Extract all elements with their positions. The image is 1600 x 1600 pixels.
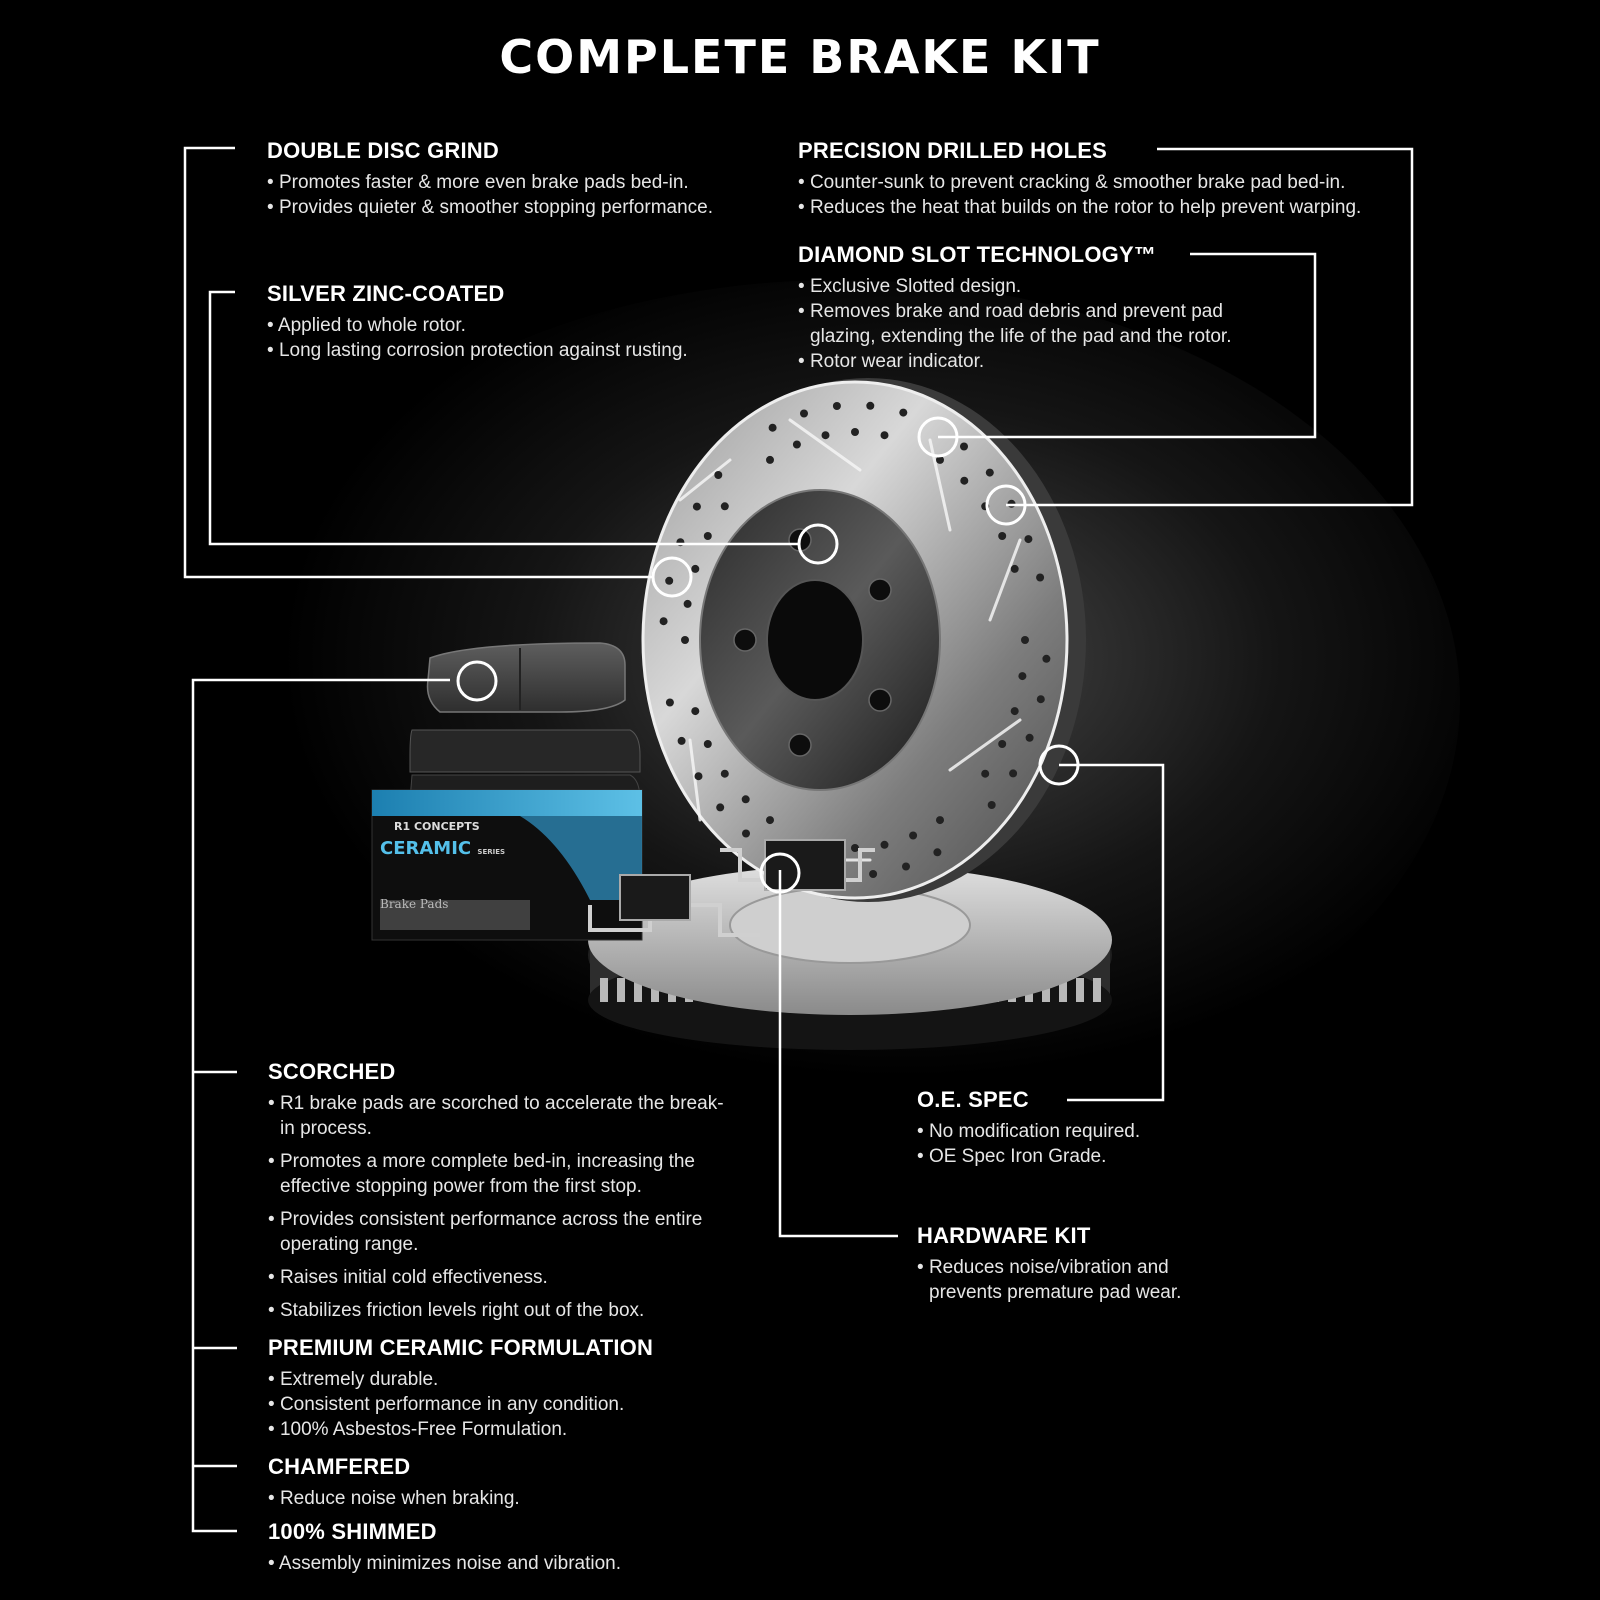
feature-heading: O.E. SPEC — [917, 1087, 1029, 1112]
feature-bullet: • Consistent performance in any condition. — [268, 1392, 653, 1417]
feature-oe-spec — [917, 1087, 1140, 1169]
drill-hole — [851, 428, 859, 436]
feature-bullet: • Applied to whole rotor. — [267, 313, 688, 338]
drill-hole — [665, 577, 673, 585]
feature-heading: PREMIUM CERAMIC FORMULATION — [268, 1335, 654, 1360]
rotor-vent — [1076, 978, 1084, 1002]
feature-bullet: • Rotor wear indicator. — [798, 349, 1268, 374]
drill-hole — [1018, 672, 1026, 680]
feature-heading: HARDWARE KIT — [917, 1223, 1091, 1248]
drill-hole — [793, 441, 801, 449]
feature-bullet: • Stabilizes friction levels right out of the box. — [268, 1298, 728, 1323]
feature-bullet: • Assembly minimizes noise and vibration. — [268, 1551, 621, 1576]
drill-hole — [981, 770, 989, 778]
feature-bullet: • Extremely durable. — [268, 1367, 653, 1392]
drill-hole — [1036, 574, 1044, 582]
feature-diamond-slot — [798, 242, 1268, 374]
box-series — [380, 838, 505, 859]
rotor-vent — [617, 978, 625, 1002]
feature-bullet: • Exclusive Slotted design. — [798, 274, 1268, 299]
feature-heading: PRECISION DRILLED HOLES — [798, 138, 1107, 163]
feature-hardware-kit — [917, 1223, 1217, 1305]
feature-bullet: • Counter-sunk to prevent cracking & smoother brake pad bed-in. — [798, 170, 1361, 195]
feature-heading: CHAMFERED — [268, 1454, 411, 1479]
upright-rotor — [643, 378, 1086, 902]
drill-hole — [766, 816, 774, 824]
drill-hole — [899, 409, 907, 417]
drill-hole — [1009, 769, 1017, 777]
feature-heading: DOUBLE DISC GRIND — [267, 138, 499, 163]
drill-hole — [695, 772, 703, 780]
feature-bullet: • OE Spec Iron Grade. — [917, 1144, 1140, 1169]
drill-hole — [742, 830, 750, 838]
feature-bullet: • No modification required. — [917, 1119, 1140, 1144]
box-series-suffix: SERIES — [477, 848, 506, 856]
drill-hole — [998, 532, 1006, 540]
pad-box — [372, 790, 642, 940]
rotor-vent — [600, 978, 608, 1002]
drill-hole — [933, 848, 941, 856]
drill-hole — [869, 870, 877, 878]
box-series-name: CERAMIC — [380, 838, 472, 859]
drill-hole — [1011, 707, 1019, 715]
feature-scorched — [268, 1059, 728, 1323]
feature-heading: SILVER ZINC-COATED — [267, 281, 505, 306]
feature-bullet: • Removes brake and road debris and prevent pad glazing, extending the life of the pad and the rotor. — [798, 299, 1268, 349]
drill-hole — [681, 636, 689, 644]
drill-hole — [766, 456, 774, 464]
drill-hole — [1026, 734, 1034, 742]
drill-hole — [936, 816, 944, 824]
drill-hole — [1024, 535, 1032, 543]
feature-silver-zinc — [267, 281, 688, 363]
drill-hole — [678, 737, 686, 745]
drill-hole — [691, 565, 699, 573]
drill-hole — [800, 410, 808, 418]
drill-hole — [866, 402, 874, 410]
drill-hole — [716, 803, 724, 811]
rotor-vent — [1093, 978, 1101, 1002]
feature-bullet: • Reduce noise when braking. — [268, 1486, 520, 1511]
drill-hole — [902, 863, 910, 871]
drill-hole — [742, 795, 750, 803]
drill-hole — [704, 740, 712, 748]
feature-heading: 100% SHIMMED — [268, 1519, 437, 1544]
drill-hole — [684, 600, 692, 608]
drill-hole — [960, 443, 968, 451]
drill-hole — [881, 431, 889, 439]
drill-hole — [998, 740, 1006, 748]
drill-hole — [691, 707, 699, 715]
feature-precision-drilled — [798, 138, 1361, 220]
feature-bullet: • Promotes faster & more even brake pads bed-in. — [267, 170, 713, 195]
drill-hole — [1021, 636, 1029, 644]
feature-bullet: • Reduces noise/vibration and prevents premature pad wear. — [917, 1255, 1217, 1305]
drill-hole — [833, 402, 841, 410]
feature-premium-ceramic — [268, 1335, 653, 1442]
drill-hole — [960, 477, 968, 485]
feature-shimmed — [268, 1519, 621, 1576]
drill-hole — [666, 699, 674, 707]
drill-hole — [1011, 565, 1019, 573]
feature-chamfered — [268, 1454, 520, 1511]
feature-bullet: • Raises initial cold effectiveness. — [268, 1265, 728, 1290]
feature-heading: SCORCHED — [268, 1059, 396, 1084]
page-title: COMPLETE BRAKE KIT — [499, 30, 1101, 84]
feature-bullet: • Promotes a more complete bed-in, increasing the effective stopping power from the first stop. — [268, 1149, 728, 1199]
feature-bullet: • 100% Asbestos-Free Formulation. — [268, 1417, 653, 1442]
drill-hole — [988, 801, 996, 809]
feature-bullet: • Provides consistent performance across the entire operating range. — [268, 1207, 728, 1257]
drill-hole — [660, 617, 668, 625]
feature-bullet: • Provides quieter & smoother stopping performance. — [267, 195, 713, 220]
drill-hole — [851, 844, 859, 852]
drill-hole — [909, 832, 917, 840]
drill-hole — [693, 503, 701, 511]
feature-bullet: • Long lasting corrosion protection against rusting. — [267, 338, 688, 363]
feature-bullet: • R1 brake pads are scorched to accelerate the break-in process. — [268, 1091, 728, 1141]
box-brand: R1 CONCEPTS — [394, 820, 480, 833]
feature-heading: DIAMOND SLOT TECHNOLOGY™ — [798, 242, 1157, 267]
drill-hole — [822, 431, 830, 439]
feature-bullet: • Reduces the heat that builds on the rotor to help prevent warping. — [798, 195, 1361, 220]
drill-hole — [1042, 655, 1050, 663]
feature-double-disc-grind — [267, 138, 713, 220]
drill-hole — [769, 424, 777, 432]
drill-hole — [881, 841, 889, 849]
drill-hole — [1037, 695, 1045, 703]
box-product: Brake Pads — [380, 897, 449, 911]
drill-hole — [721, 770, 729, 778]
drill-hole — [986, 469, 994, 477]
drill-hole — [704, 532, 712, 540]
drill-hole — [714, 471, 722, 479]
drill-hole — [721, 502, 729, 510]
